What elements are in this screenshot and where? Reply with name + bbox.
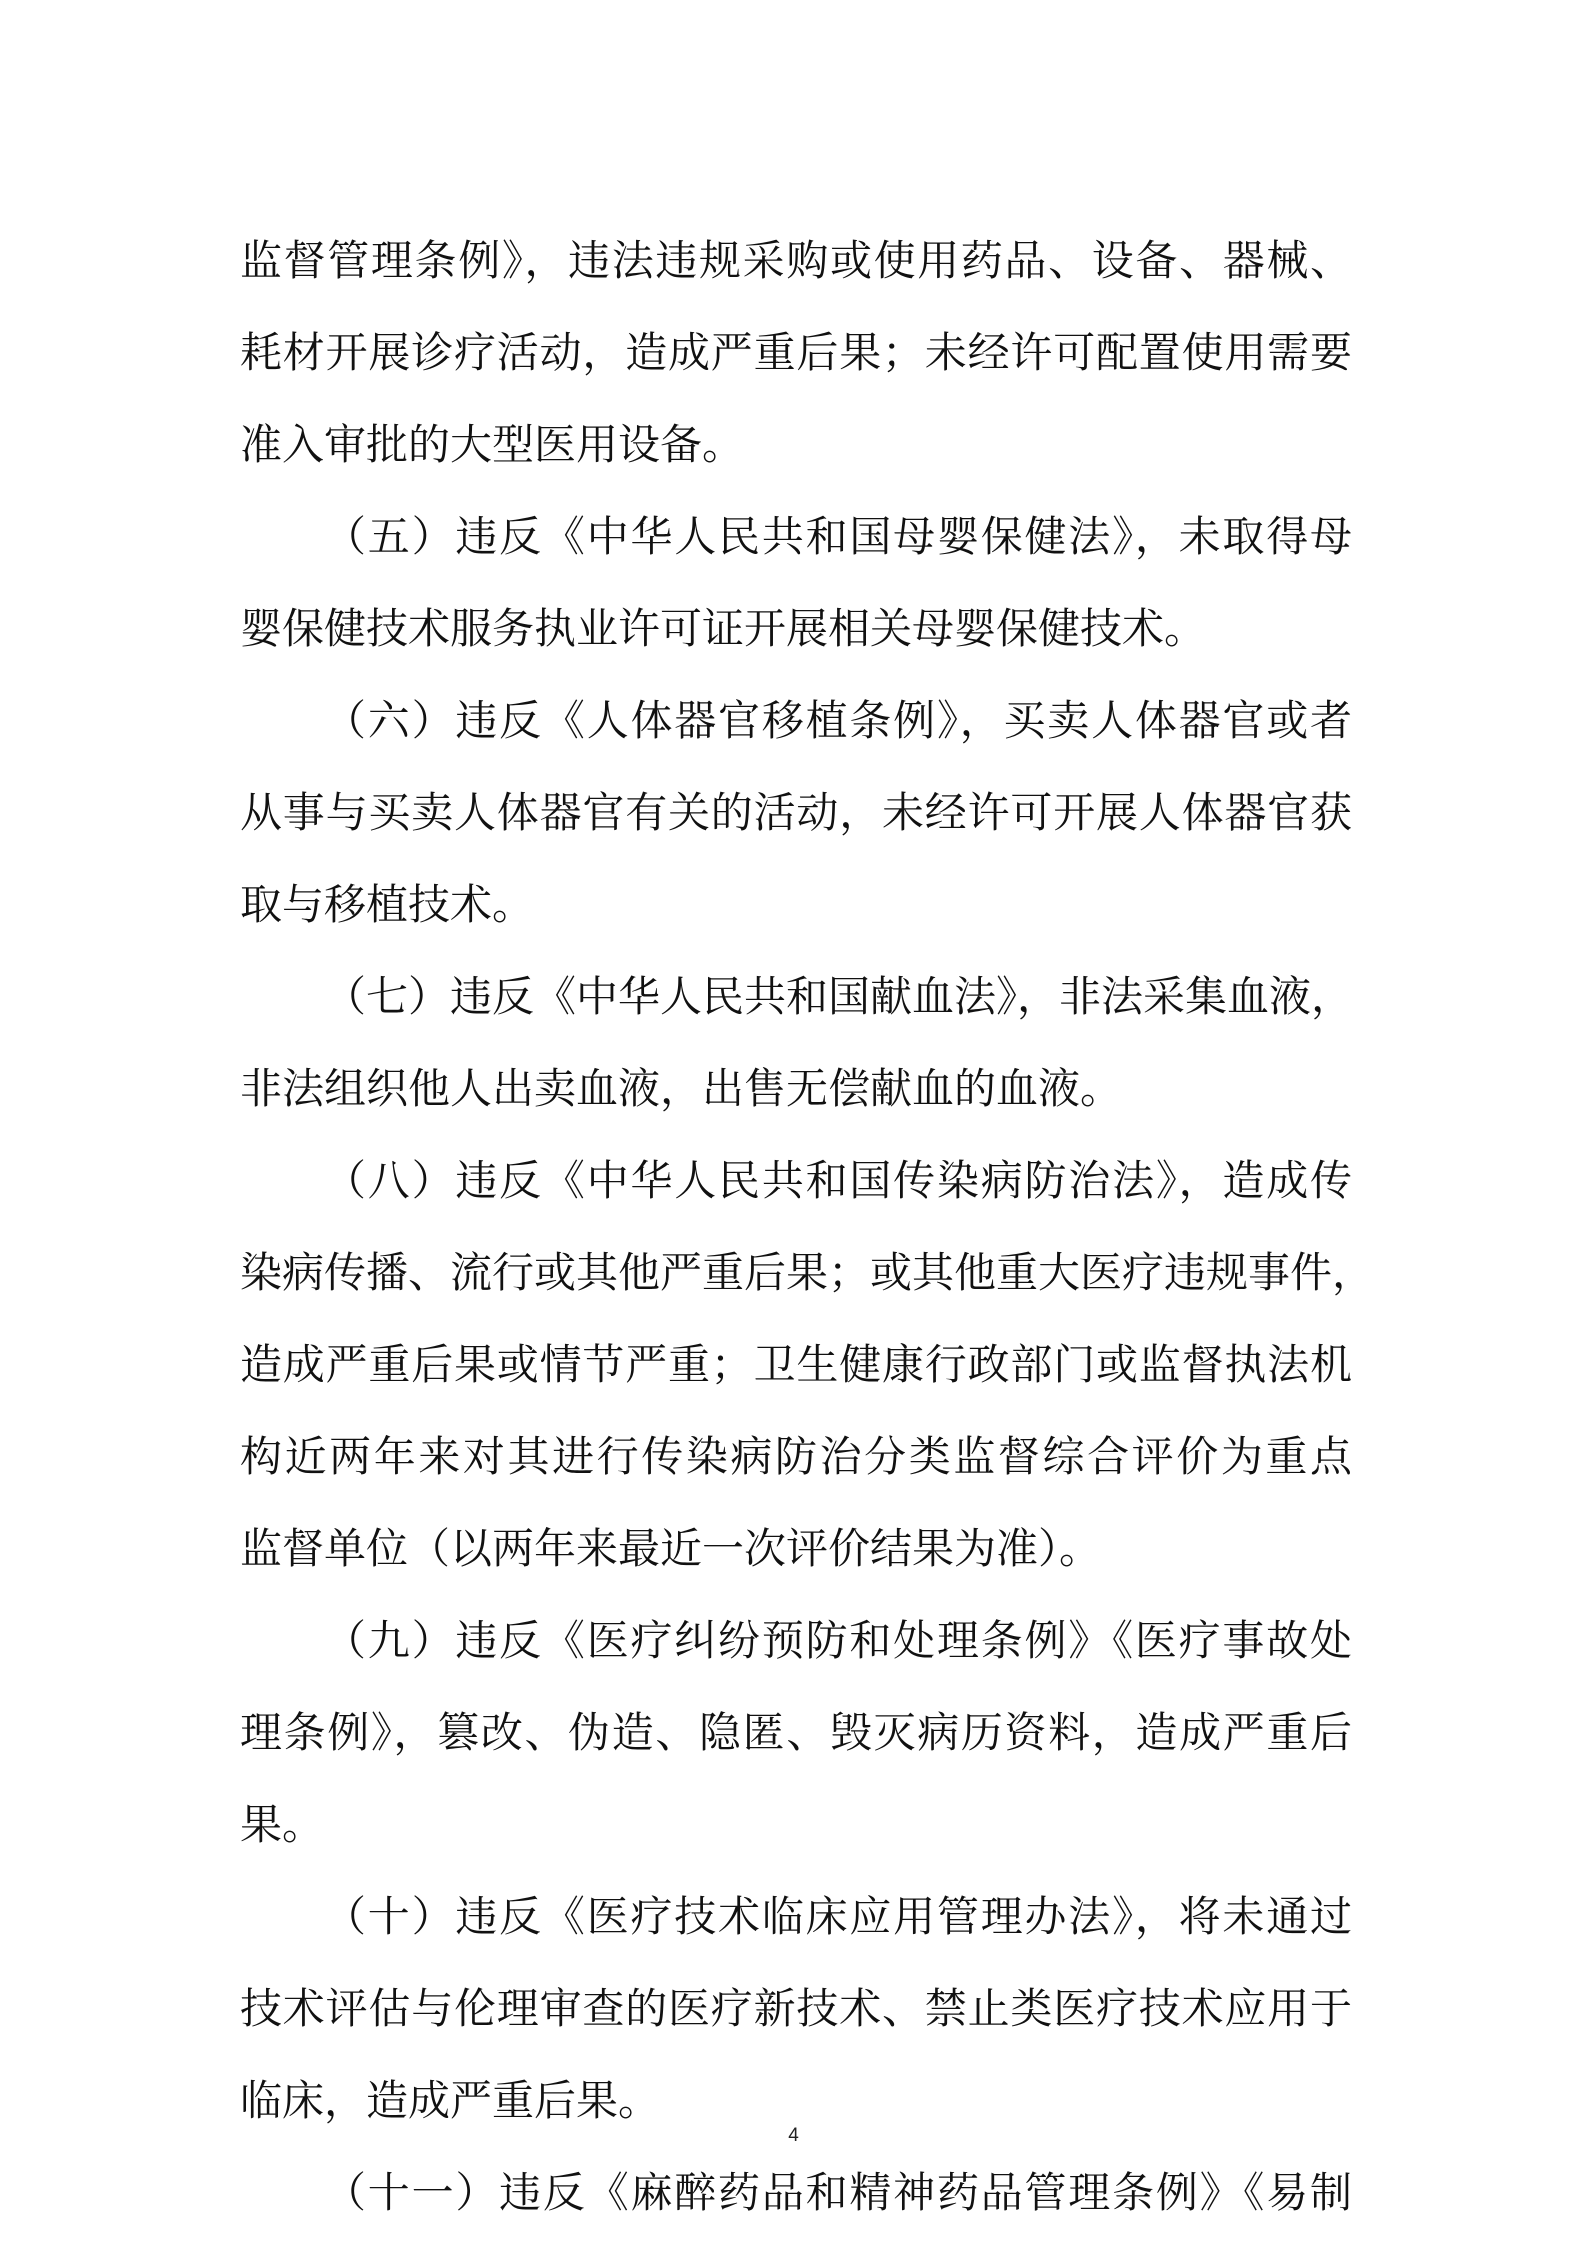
body-text [240,215,1375,2239]
text-line: 理条例》，篡改、伪造、隐匿、毁灭病历资料，造成严重后 [240,1708,1352,1757]
page-number: 4 [788,2125,799,2146]
text-line: 果。 [240,1800,325,1849]
text-line: 非法组织他人出卖血液，出售无偿献血的血液。 [240,1064,1123,1113]
text-line: （九）违反《医疗纠纷预防和处理条例》《医疗事故处 [324,1616,1352,1665]
text-line: 取与移植技术。 [240,880,535,929]
text-line: （八）违反《中华人民共和国传染病防治法》，造成传 [324,1156,1352,1205]
text-line: （七）违反《中华人民共和国献血法》，非法采集血液， [324,972,1354,1021]
text-line: 婴保健技术服务执业许可证开展相关母婴保健技术。 [240,604,1207,653]
text-line: 监督管理条例》，违法违规采购或使用药品、设备、器械、 [240,236,1352,285]
text-line: 监督单位（以两年来最近一次评价结果为准）。 [240,1524,1102,1573]
text-line: 临床，造成严重后果。 [240,2076,661,2125]
text-line: 准入审批的大型医用设备。 [240,420,745,469]
text-line: 技术评估与伦理审查的医疗新技术、禁止类医疗技术应用于 [240,1984,1352,2033]
text-line: （六）违反《人体器官移植条例》，买卖人体器官或者 [324,696,1352,745]
text-line: （十）违反《医疗技术临床应用管理办法》，将未通过 [324,1892,1352,1941]
text-line: 构近两年来对其进行传染病防治分类监督综合评价为重点 [240,1432,1352,1481]
text-line: 从事与买卖人体器官有关的活动，未经许可开展人体器官获 [240,788,1352,837]
text-line: （十一）违反《麻醉药品和精神药品管理条例》《易制 [324,2168,1352,2217]
text-line: （五）违反《中华人民共和国母婴保健法》，未取得母 [324,512,1352,561]
text-line: 染病传播、流行或其他严重后果；或其他重大医疗违规事件， [240,1248,1375,1297]
text-line: 耗材开展诊疗活动，造成严重后果；未经许可配置使用需要 [240,328,1352,377]
text-line: 造成严重后果或情节严重；卫生健康行政部门或监督执法机 [240,1340,1352,1389]
